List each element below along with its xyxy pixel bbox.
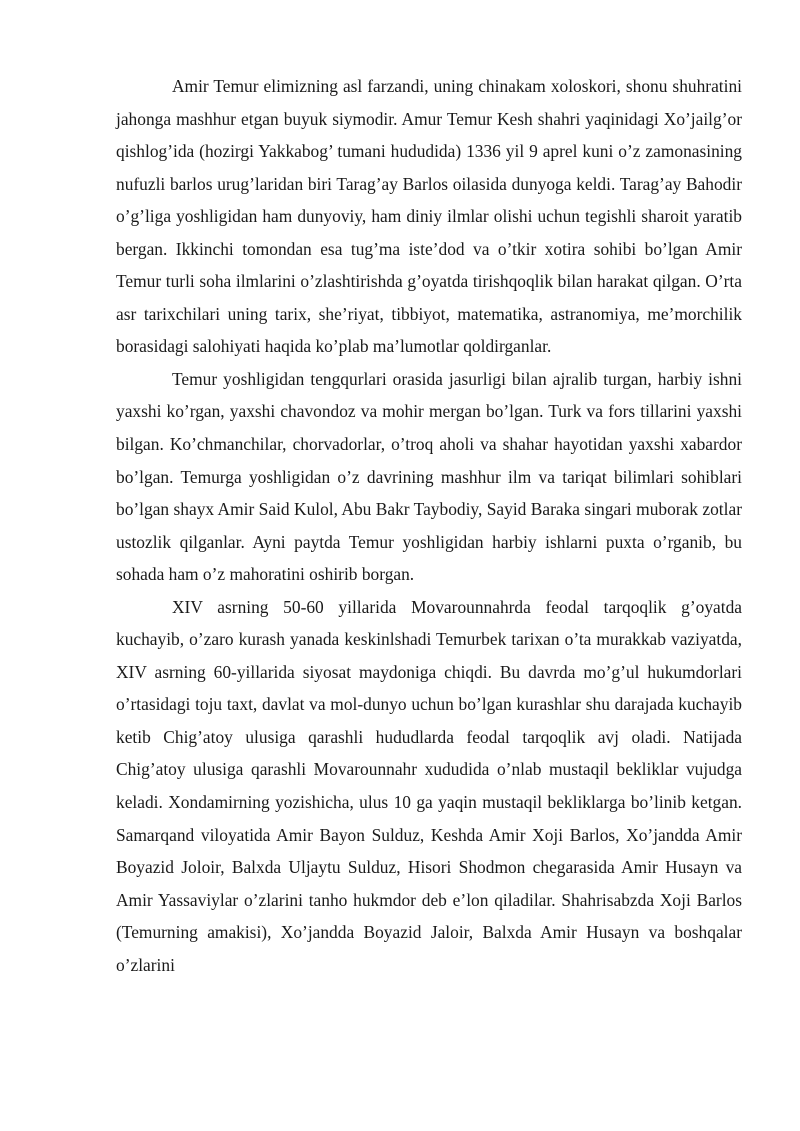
document-page — [116, 70, 742, 981]
paragraph-1: Amir Temur elimizning asl farzandi, uning chinakam xoloskori, shonu shuhratini jahonga mashhur etgan buyuk siymodir. Amur Temur Kesh shahri yaqinidagi Xo’jailg’or qishlog’ida (hozirgi Yakkabog’ tumani hududida) 1336 yil 9 aprel kuni o’z zamonasining nufuzli barlos urug’laridan biri Tarag’ay Barlos oilasida dunyoga keldi. Tarag’ay Bahodir o’g’liga yoshligidan ham dunyoviy, ham diniy ilmlar olishi uchun tegishli sharoit yaratib bergan. Ikkinchi tomondan esa tug’ma iste’dod va o’tkir xotira sohibi bo’lgan Amir Temur turli soha ilmlarini o’zlashtirishda g’oyatda tirishqoqlik bilan harakat qilgan. O’rta asr tarixchilari uning tarix, she’riyat, tibbiyot, matematika, astranomiya, me’morchilik borasidagi salohiyati haqida ko’plab ma’lumotlar qoldirganlar. — [116, 76, 742, 357]
paragraph-3: XIV asrning 50-60 yillarida Movarounnahrda feodal tarqoqlik g’oyatda kuchayib, o’zaro kurash yanada keskinlshadi Temurbek tarixan o’ta murakkab vaziyatda, XIV asrning 60-yillarida siyosat maydoniga chiqdi. Bu davrda mo’g’ul hukumdorlari o’rtasidagi toju taxt, davlat va mol-dunyo uchun bo’lgan kurashlar shu darajada kuchayib ketib Chig’atoy ulusiga qarashli hududlarda feodal tarqoqlik avj oladi. Natijada Chig’atoy ulusiga qarashli Movarounnahr xududida o’nlab mustaqil bekliklar vujudga keladi. Xondamirning yozishicha, ulus 10 ga yaqin mustaqil bekliklarga bo’linib ketgan. Samarqand viloyatida Amir Bayon Sulduz, Keshda Amir Xoji Barlos, Xo’jandda Amir Boyazid Joloir, Balxda Uljaytu Sulduz, Hisori Shodmon chegarasida Amir Husayn va Amir Yassaviylar o’zlarini tanho hukmdor deb e’lon qiladilar. Shahrisabzda Xoji Barlos (Temurning amakisi), Xo’jandda Boyazid Jaloir, Balxda Amir Husayn va boshqalar o’zlarini — [116, 596, 742, 975]
paragraph-2: Temur yoshligidan tengqurlari orasida jasurligi bilan ajralib turgan, harbiy ishni yaxshi ko’rgan, yaxshi chavondoz va mohir mergan bo’lgan. Turk va fors tillarini yaxshi bilgan. Ko’chmanchilar, chorvadorlar, o’troq aholi va shahar hayotidan yaxshi xabardor bo’lgan. Temurga yoshligidan o’z davrining mashhur ilm va tariqat bilimlari sohiblari bo’lgan shayx Amir Said Kulol, Abu Bakr Taybodiy, Sayid Baraka singari muborak zotlar ustozlik qilganlar. Ayni paytda Temur yoshligidan harbiy ishlarni puxta o’rganib, bu sohada ham o’z mahoratini oshirib borgan. — [116, 368, 742, 585]
